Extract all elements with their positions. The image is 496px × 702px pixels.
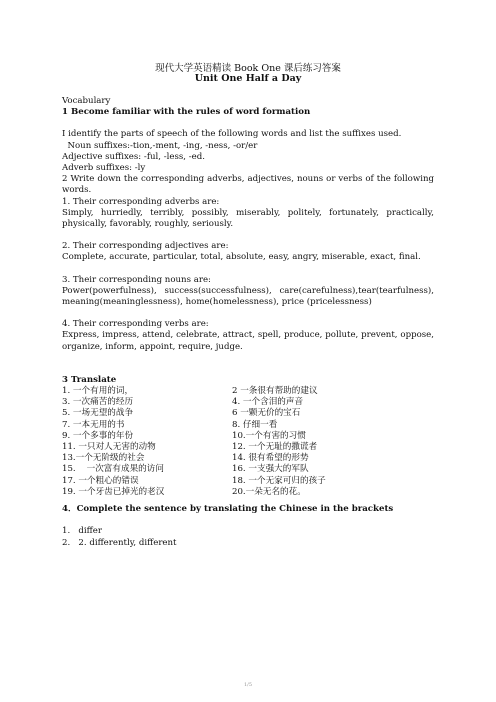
translate-item: 16. 一支强大的军队 [232, 464, 309, 475]
translate-item: 3. 一次痛苦的经历 [62, 397, 134, 408]
adverbs-list: Simply, hurriedly, terribly, possibly, miserably, politely, fortunately, practically, physically, favorably, roughly, seriously. [62, 207, 434, 230]
translate-item: 19. 一个牙齿已掉光的老汉 [62, 486, 165, 497]
adjectives-list: Complete, accurate, particular, total, absolute, easy, angry, miserable, exact, final. [62, 252, 421, 263]
nouns-heading: 3. Their corresponding nouns are: [62, 274, 211, 285]
noun-suffixes: Noun suffixes:-tion,-ment, -ing, -ness, -or/er [62, 140, 258, 151]
section-4-item-1: 1. differ [62, 526, 102, 537]
translate-item: 1. 一个有用的词， [62, 386, 134, 397]
vocabulary-heading: Vocabulary [62, 96, 111, 106]
translate-item: 4. 一个含泪的声音 [232, 397, 304, 408]
adverb-suffixes: Adverb suffixes: -ly [62, 163, 146, 174]
page-title: 现代大学英语精读 Book One 课后练习答案 [155, 63, 341, 74]
page-number: 1/5 [243, 682, 253, 688]
section-1-heading: 1 Become familiar with the rules of word formation [62, 107, 311, 118]
translate-item: 6 一颗无价的宝石 [232, 408, 301, 419]
translate-item: 20.一朵无名的花。 [232, 486, 306, 497]
unit-title: Unit One Half a Day [194, 73, 302, 84]
translate-item: 13.一个无阶级的社会 [62, 453, 145, 464]
translate-item: 5. 一场无望的战争 [62, 408, 134, 419]
translate-item: 11. 一只对人无害的动物 [62, 442, 156, 453]
nouns-list: Power(powerfulness), success(successfulness), care(carefulness),tear(tearfulness), meaning(meaninglessness), home(homelessness), price (pricelessness) [62, 285, 434, 308]
section-4-heading: 4．Complete the sentence by translating the Chinese in the brackets [62, 504, 394, 515]
adverbs-heading: 1. Their corresponding adverbs are: [62, 196, 220, 207]
section-1-intro: I identify the parts of speech of the following words and list the suffixes used. [62, 129, 402, 140]
translate-heading: 3 Translate [62, 374, 117, 385]
translate-item: 10.一个有害的习惯 [232, 430, 306, 441]
translate-item: 17. 一个粗心的错误 [62, 475, 139, 486]
translate-item: 7. 一本无用的书 [62, 419, 125, 430]
verbs-list: Express, impress, attend, celebrate, attract, spell, produce, pollute, prevent, oppose, organize, inform, appoint, require, judge. [62, 330, 434, 352]
section-4-item-2: 2. 2. differently, different [62, 537, 177, 548]
adjectives-heading: 2. Their corresponding adjectives are: [62, 241, 229, 252]
translate-grid [62, 386, 434, 498]
section-2-intro: 2 Write down the corresponding adverbs, adjectives, nouns or verbs of the following words. [62, 174, 434, 196]
translate-item: 15. 一次富有成果的访问 [62, 464, 164, 475]
translate-item: 8. 仔细一看 [232, 419, 278, 430]
translate-item: 12. 一个无耻的撒谎者 [232, 442, 318, 453]
verbs-heading: 4. Their corresponding verbs are: [62, 319, 209, 330]
translate-item: 2 一条很有帮助的建议 [232, 386, 318, 397]
adjective-suffixes: Adjective suffixes: -ful, -less, -ed. [62, 151, 205, 162]
translate-item: 18. 一个无家可归的孩子 [232, 475, 326, 486]
translate-item: 14. 很有希望的形势 [232, 453, 309, 464]
translate-item: 9. 一个多事的年份 [62, 430, 134, 441]
document-body [62, 96, 434, 549]
